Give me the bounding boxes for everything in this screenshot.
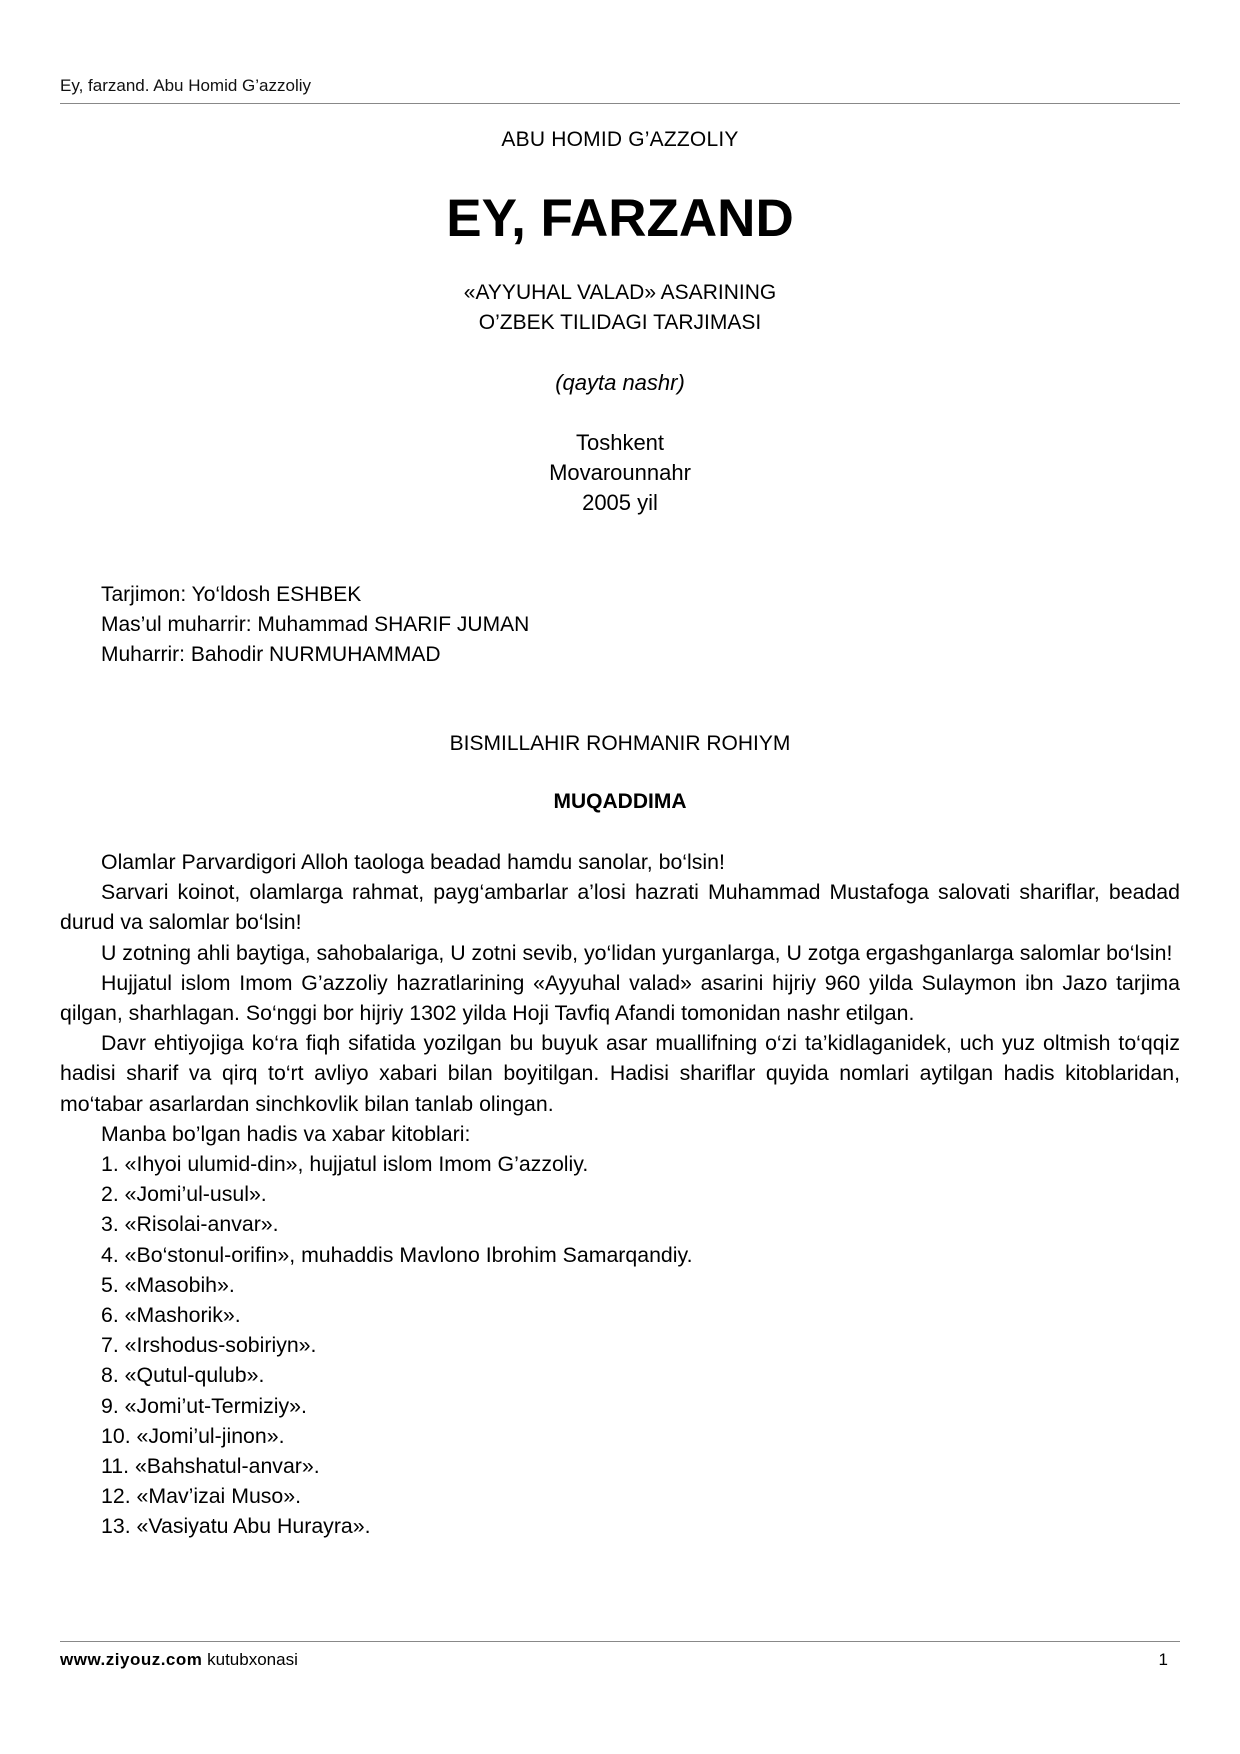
- footer-divider: [60, 1641, 1180, 1642]
- source-list-item: 11. «Bahshatul-anvar».: [101, 1454, 320, 1479]
- credit-chief-editor: Mas’ul muharrir: Muhammad SHARIF JUMAN: [101, 613, 530, 636]
- subtitle-line-2: O’ZBEK TILIDAGI TARJIMASI: [478, 311, 762, 334]
- paragraph: Manba bo’lgan hadis va xabar kitoblari:: [101, 1121, 471, 1146]
- credit-editor: Muharrir: Bahodir NURMUHAMMAD: [101, 643, 441, 666]
- header-divider: [60, 103, 1180, 104]
- source-list-item: 1. «Ihyoi ulumid-din», hujjatul islom Imom G’azzoliy.: [101, 1152, 589, 1177]
- running-header: Ey, farzand. Abu Homid G’azzoliy: [60, 76, 312, 95]
- paragraph: Sarvari koinot, olamlarga rahmat, payg‘ambarlar a’losi hazrati Muhammad Mustafoga salovati shariflar, beadad durud va salomlar bo‘lsin!: [60, 880, 1180, 935]
- credit-translator: Tarjimon: Yo‘ldosh ESHBEK: [101, 583, 362, 606]
- publication-year: 2005 yil: [582, 490, 658, 515]
- paragraph: U zotning ahli baytiga, sahobalariga, U zotni sevib, yo‘lidan yurganlarga, U zotga ergashganlarga salomlar bo‘lsin!: [101, 940, 1173, 965]
- source-list-item: 4. «Bo‘stonul-orifin», muhaddis Mavlono Ibrohim Samarqandiy.: [101, 1242, 693, 1267]
- footer-site-link[interactable]: www.ziyouz.com: [60, 1650, 203, 1669]
- paragraph: Hujjatul islom Imom G’azzoliy hazratlarining «Ayyuhal valad» asarini hijriy 960 yilda Sulaymon ibn Jazo tarjima qilgan, sharhlagan. So‘nggi bor hijriy 1302 yilda Hoji Tavfiq Afandi tomonidan nashr etilgan.: [60, 970, 1180, 1026]
- source-list-item: 8. «Qutul-qulub».: [101, 1363, 265, 1388]
- body-text: [60, 847, 1180, 1542]
- basmala: BISMILLAHIR ROHMANIR ROHIYM: [449, 732, 791, 755]
- source-list-item: 7. «Irshodus-sobiriyn».: [101, 1333, 317, 1358]
- subtitle-line-1: «AYYUHAL VALAD» ASARINING: [463, 281, 777, 304]
- credits-block: [101, 580, 529, 670]
- author-name: ABU HOMID G’AZZOLIY: [501, 128, 739, 151]
- paragraph: Olamlar Parvardigori Alloh taologa beadad hamdu sanolar, bo‘lsin!: [101, 850, 725, 874]
- source-list-item: 9. «Jomi’ut-Termiziy».: [101, 1393, 307, 1418]
- source-list-item: 2. «Jomi’ul-usul».: [101, 1182, 267, 1207]
- page-number: 1: [1158, 1650, 1168, 1669]
- source-list-item: 10. «Jomi’ul-jinon».: [101, 1423, 285, 1448]
- source-list-item: 3. «Risolai-anvar».: [101, 1212, 279, 1237]
- source-list-item: 5. «Masobih».: [101, 1272, 235, 1297]
- source-list-item: 6. «Mashorik».: [101, 1303, 241, 1328]
- footer-label: kutubxonasi: [207, 1650, 298, 1669]
- source-list-item: 13. «Vasiyatu Abu Hurayra».: [101, 1514, 371, 1539]
- footer-credit: [60, 1650, 298, 1670]
- edition-note: (qayta nashr): [555, 370, 685, 395]
- publisher-name: Movarounnahr: [549, 460, 691, 485]
- book-title: EY, FARZAND: [446, 189, 794, 248]
- paragraph: Davr ehtiyojiga ko‘ra fiqh sifatida yozilgan bu buyuk asar muallifning o‘zi ta’kidlaganidek, uch yuz oltmish to‘qqiz hadisi sharif va qirq to‘rt avliyo xabari bilan boyitilgan. Hadisi shariflar quyida nomlari aytilgan hadis kitoblaridan, mo‘tabar asarlardan sinchkovlik bilan tanlab olingan.: [60, 1031, 1180, 1116]
- section-title: MUQADDIMA: [553, 790, 687, 813]
- publication-city: Toshkent: [575, 430, 665, 455]
- source-list-item: 12. «Mav’izai Muso».: [101, 1484, 302, 1509]
